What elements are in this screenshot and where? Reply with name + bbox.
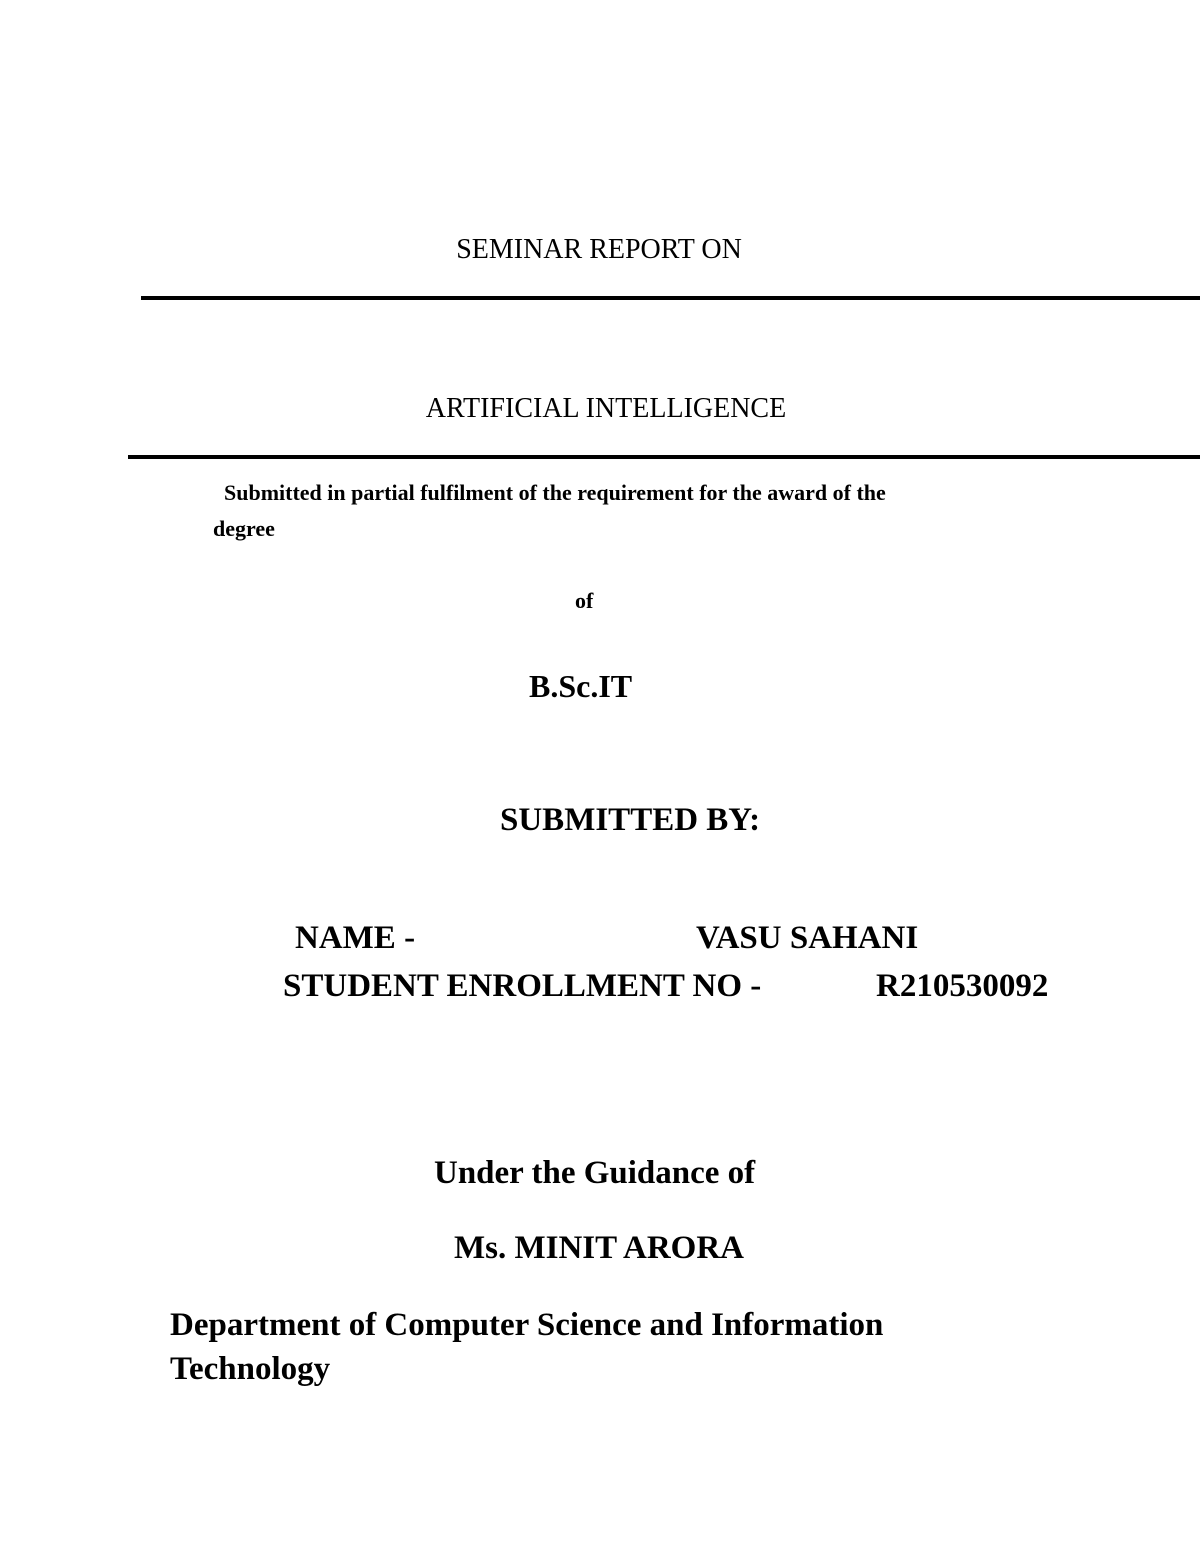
report-heading-text: SEMINAR REPORT ON <box>456 234 742 265</box>
department-line2: Technology <box>170 1351 331 1387</box>
department-line1: Department of Computer Science and Information <box>170 1307 884 1343</box>
guidance-label: Under the Guidance of <box>434 1155 756 1191</box>
title-divider-bottom <box>128 455 1200 459</box>
submitted-by-heading: SUBMITTED BY: <box>500 802 761 838</box>
enrollment-number-label: STUDENT ENROLLMENT NO - <box>283 968 762 1004</box>
degree-name: B.Sc.IT <box>529 668 633 704</box>
report-topic: ARTIFICIAL INTELLIGENCE <box>425 393 787 424</box>
of-connector: of <box>575 588 594 613</box>
enrollment-number-value: R210530092 <box>876 968 1049 1004</box>
guide-name: Ms. MINIT ARORA <box>454 1230 744 1266</box>
title-divider-top <box>141 296 1200 300</box>
report-heading <box>0 236 1200 264</box>
submission-statement-line2: degree <box>213 516 275 541</box>
submission-statement-line1: Submitted in partial fulfilment of the requirement for the award of the <box>224 480 886 505</box>
student-name-value: VASU SAHANI <box>696 920 919 956</box>
student-name-label: NAME - <box>295 920 416 956</box>
